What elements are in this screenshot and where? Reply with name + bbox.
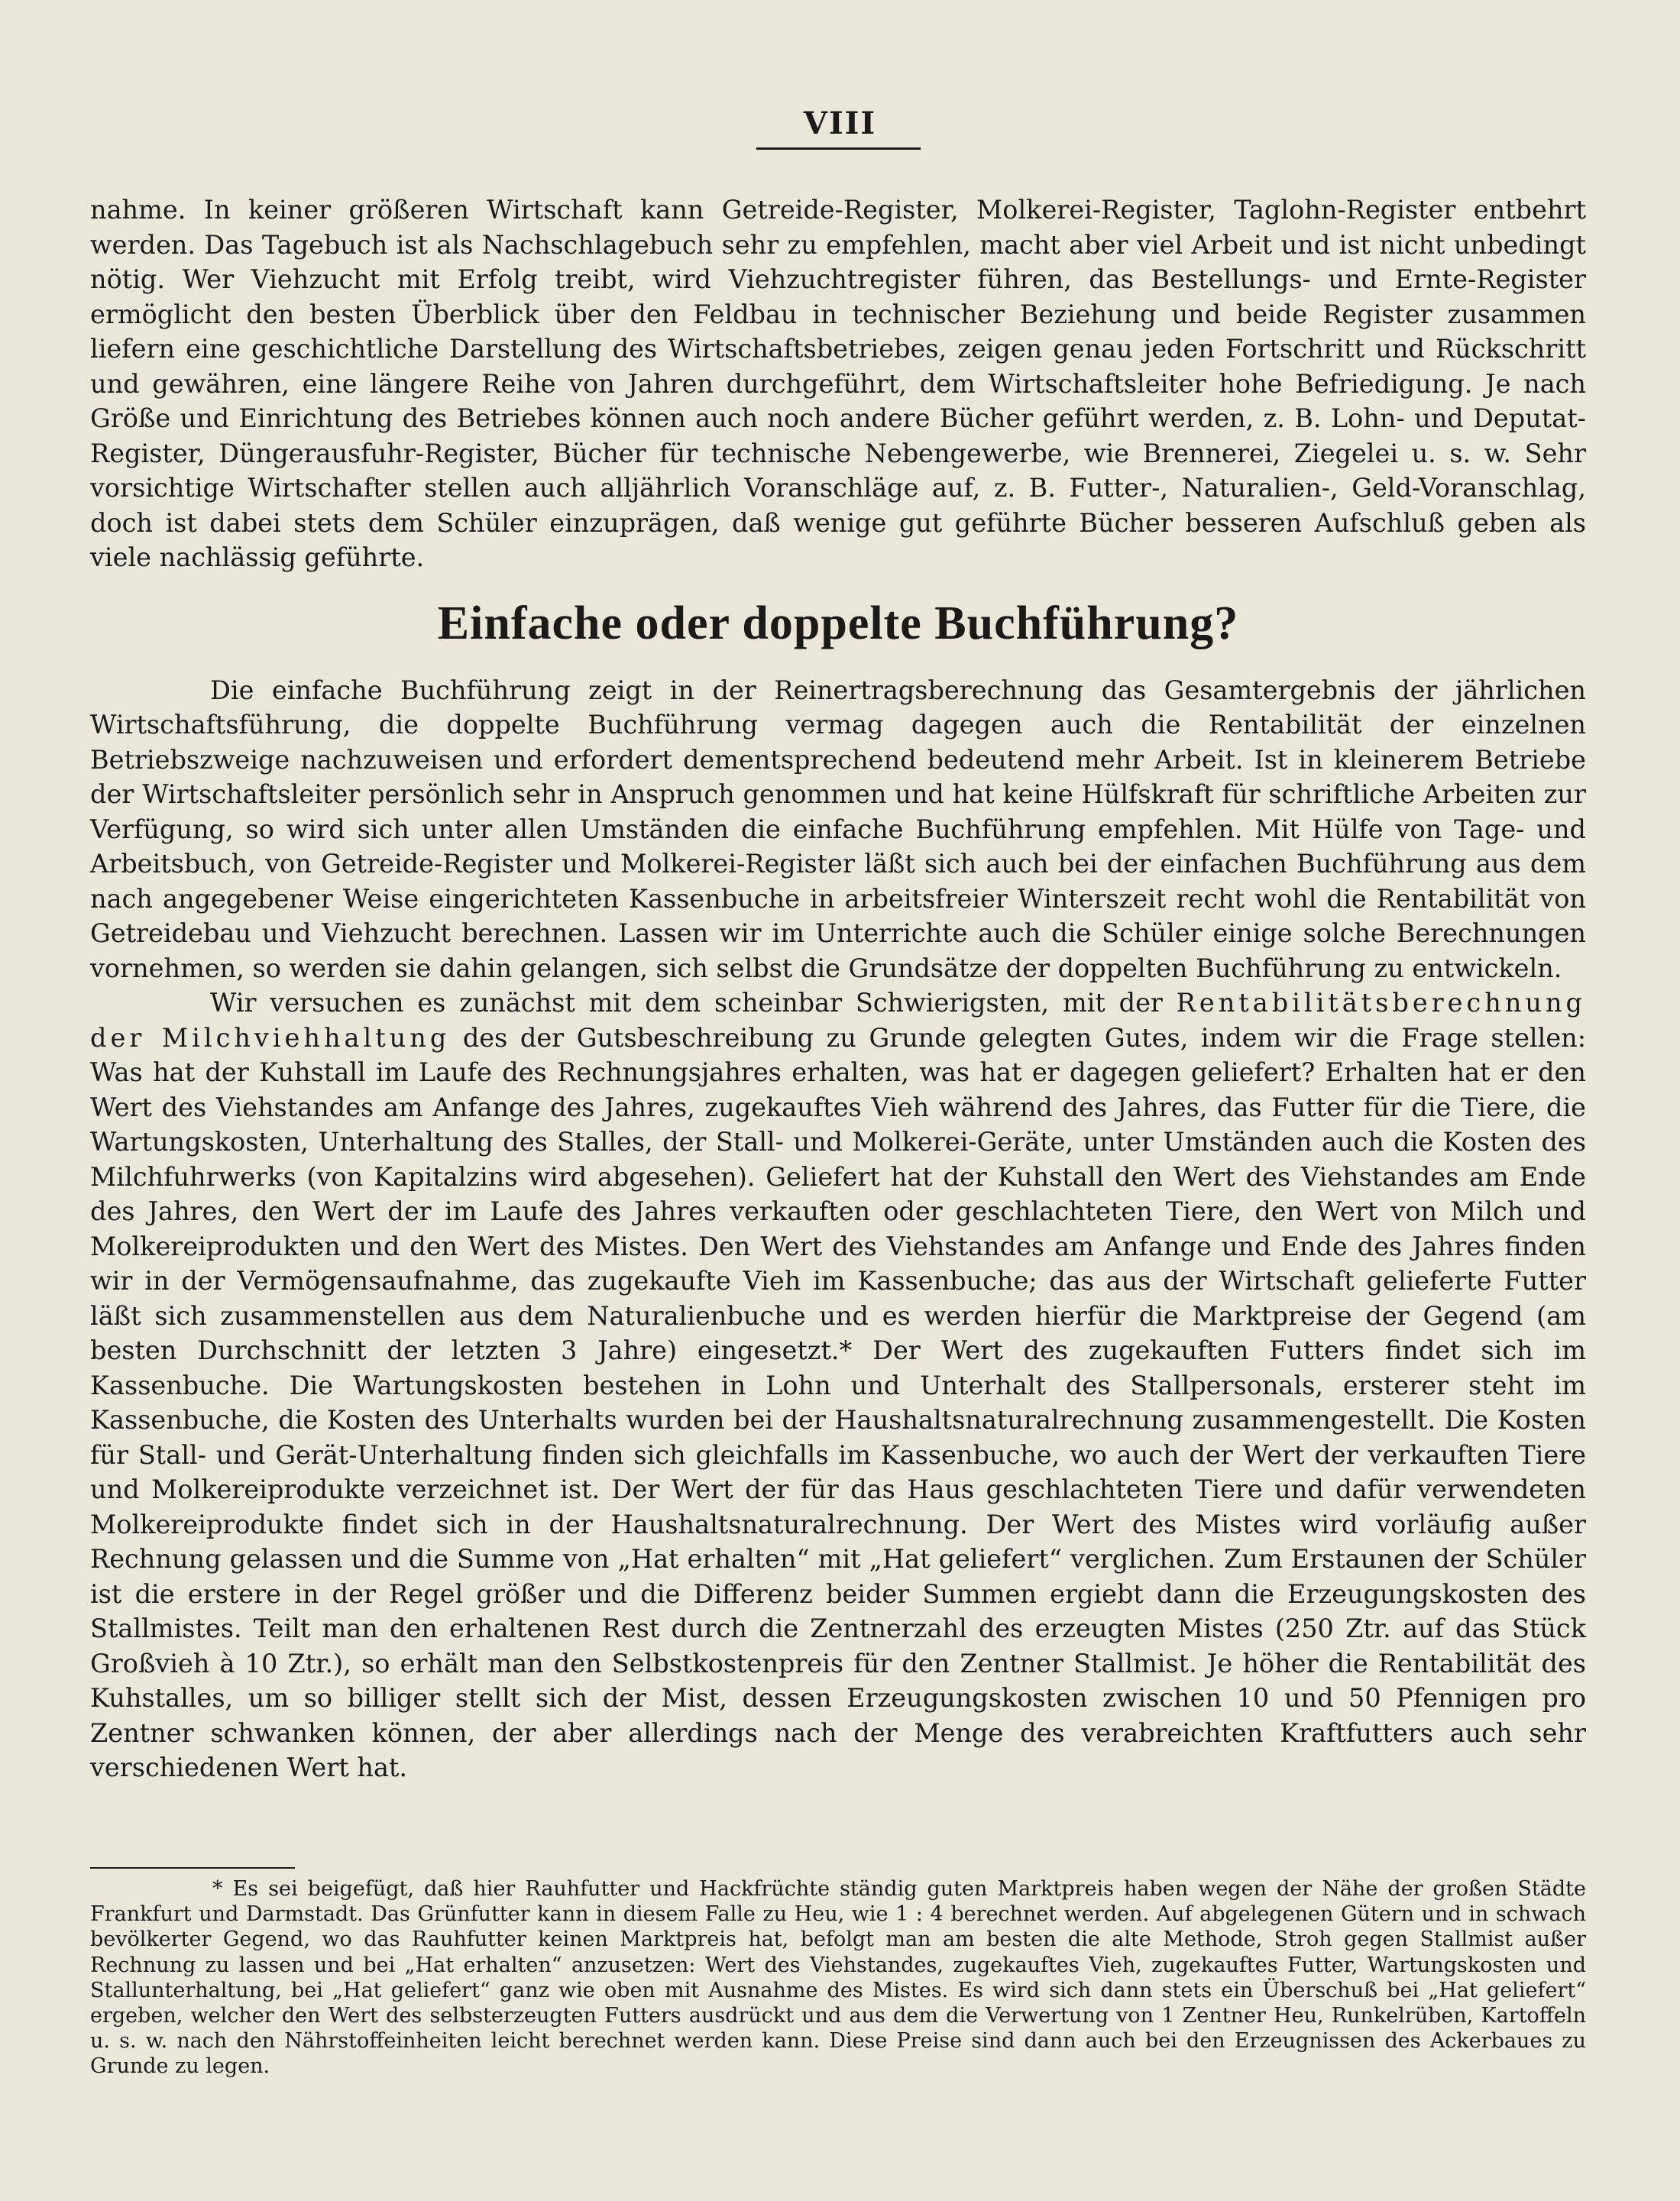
paragraph-dairy-profitability xyxy=(90,986,1586,1785)
main-text xyxy=(90,193,1586,1785)
page-number: VIII xyxy=(803,105,877,141)
paragraph-text: Wir versuchen es zunächst mit dem scheinbar Schwierigsten, mit der xyxy=(210,988,1177,1018)
footnote-text: * Es sei beigefügt, daß hier Rauhfutter und Hackfrüchte ständig guten Marktpreis haben wegen der Nähe der großen Städte Frankfurt und Darmstadt. Das Grünfutter kann in diesem Falle zu Heu, wie 1 : 4 berechnet werden. Auf abgelegenen Gütern und in schwach bevölkerter Gegend, wo das Rauhfutter keinen Marktpreis hat, befolgt man am besten die alte Methode, Stroh gegen Stallmist außer Rechnung zu lassen und bei „Hat erhalten“ anzusetzen: Wert des Viehstandes, zugekauftes Vieh, zugekauftes Futter, Wartungskosten und Stallunterhaltung, bei „Hat geliefert“ ganz wie oben mit Ausnahme des Mistes. Es wird sich dann stets ein Überschuß bei „Hat geliefert“ ergeben, welcher den Wert des selbsterzeugten Futters ausdrückt und aus dem die Verwertung von 1 Zentner Heu, Runkelrüben, Kartoffeln u. s. w. nach den Nährstoffeinheiten leicht berechnet werden kann. Diese Preise sind dann auch bei den Erzeugnissen des Ackerbaues zu Grunde zu legen. xyxy=(90,1877,1586,2079)
page-number-rule xyxy=(756,147,921,150)
paragraph-text: des der Gutsbeschreibung zu Grunde gelegten Gutes, indem wir die Frage stellen: Was hat der Kuhstall im Laufe des Rechnungsjahres erhalten, was hat er dagegen geliefert? Erhalten hat er den Wert des Viehstandes am Anfange des Jahres, zugekauftes Vieh während des Jahres, das Futter für die Tiere, die Wartungskosten, Unterhaltung des Stalles, der Stall- und Molkerei-Geräte, unter Umständen auch die Kosten des Milchfuhrwerks (von Kapitalzins wird abgesehen). Geliefert hat der Kuhstall den Wert des Viehstandes am Ende des Jahres, den Wert der im Laufe des Jahres verkauften oder geschlachteten Tiere, den Wert von Milch und Molkereiprodukten und den Wert des Mistes. Den Wert des Viehstandes am Anfange und Ende des Jahres finden wir in der Vermögensaufnahme, das zugekaufte Vieh im Kassenbuche; das aus der Wirtschaft gelieferte Futter läßt sich zusammenstellen aus dem Naturalienbuche und es werden hierfür die Marktpreise der Gegend (am besten Durchschnitt der letzten 3 Jahre) eingesetzt.* Der Wert des zugekauften Futters findet sich im Kassenbuche. Die Wartungskosten bestehen in Lohn und Unterhalt des Stallpersonals, ersterer steht im Kassenbuche, die Kosten des Unterhalts wurden bei der Haushaltsnaturalrechnung zusammengestellt. Die Kosten für Stall- und Gerät-Unterhaltung finden sich gleichfalls im Kassenbuche, wo auch der Wert der verkauften Tiere und Molkereiprodukte verzeichnet ist. Der Wert der für das Haus geschlachteten Tiere und dafür verwendeten Molkereiprodukte findet sich in der Haushaltsnaturalrechnung. Der Wert des Mistes wird vorläufig außer Rechnung gelassen und die Summe von „Hat erhalten“ mit „Hat geliefert“ verglichen. Zum Erstaunen der Schüler ist die erstere in der Regel größer und die Differenz beider Summen ergiebt dann die Erzeugungskosten des Stallmistes. Teilt man den erhaltenen Rest durch die Zentnerzahl des erzeugten Mistes (250 Ztr. auf das Stück Großvieh à 10 Ztr.), so erhält man den Selbstkostenpreis für den Zentner Stallmist. Je höher die Rentabilität des Kuhstalles, um so billiger stellt sich der Mist, dessen Erzeugungskosten zwischen 10 und 50 Pfennigen pro Zentner schwanken können, der aber allerdings nach der Menge des verabreichten Kraftfutters auch sehr verschiedenen Wert hat. xyxy=(90,1022,1587,1782)
paragraph-simple-vs-double: Die einfache Buchführung zeigt in der Reinertragsberechnung das Gesamtergebnis der jährlichen Wirtschaftsführung, die doppelte Buchführung vermag dagegen auch die Rentabilität der einzelnen Betriebszweige nachzuweisen und erfordert dementsprechend bedeutend mehr Arbeit. Ist in kleinerem Betriebe der Wirtschaftsleiter persönlich sehr in Anspruch genommen und hat keine Hülfskraft für schriftliche Arbeiten zur Verfügung, so wird sich unter allen Umständen die einfache Buchführung empfehlen. Mit Hülfe von Tage- und Arbeitsbuch, von Getreide-Register und Molkerei-Register läßt sich auch bei der einfachen Buchführung aus dem nach angegebener Weise eingerichteten Kassenbuche in arbeitsfreier Winterszeit recht wohl die Rentabilität von Getreidebau und Viehzucht berechnen. Lassen wir im Unterrichte auch die Schüler einige solche Berechnungen vornehmen, so werden sie dahin gelangen, sich selbst die Grundsätze der doppelten Buchführung zu entwickeln. xyxy=(90,675,1586,983)
spaced-emphasis: Rentabilitätsberechnung der Milchviehhaltung xyxy=(90,988,1586,1053)
footnote xyxy=(90,1876,1586,2080)
section-heading: Einfache oder doppelte Buchführung? xyxy=(437,597,1239,649)
intro-paragraph: nahme. In keiner größeren Wirtschaft kann Getreide-Register, Molkerei-Register, Taglohn-Register entbehrt werden. Das Tagebuch ist als Nachschlagebuch sehr zu empfehlen, macht aber viel Arbeit und ist nicht unbedingt nötig. Wer Viehzucht mit Erfolg treibt, wird Viehzuchtregister führen, das Bestellungs- und Ernte-Register ermöglicht den besten Überblick über den Feldbau in technischer Beziehung und beide Register zusammen liefern eine geschichtliche Darstellung des Wirtschaftsbetriebes, zeigen genau jeden Fortschritt und Rückschritt und gewähren, eine längere Reihe von Jahren durchgeführt, dem Wirtschaftsleiter hohe Befriedigung. Je nach Größe und Einrichtung des Betriebes können auch noch andere Bücher geführt werden, z. B. Lohn- und Deputat-Register, Düngerausfuhr-Register, Bücher für technische Nebengewerbe, wie Brennerei, Ziegelei u. s. w. Sehr vorsichtige Wirtschafter stellen auch alljährlich Voranschläge auf, z. B. Futter-, Naturalien-, Geld-Voranschlag, doch ist dabei stets dem Schüler einzuprägen, daß wenige gut geführte Bücher besseren Aufschluß geben als viele nachlässig geführte. xyxy=(90,195,1586,572)
footnote-rule xyxy=(90,1867,295,1869)
